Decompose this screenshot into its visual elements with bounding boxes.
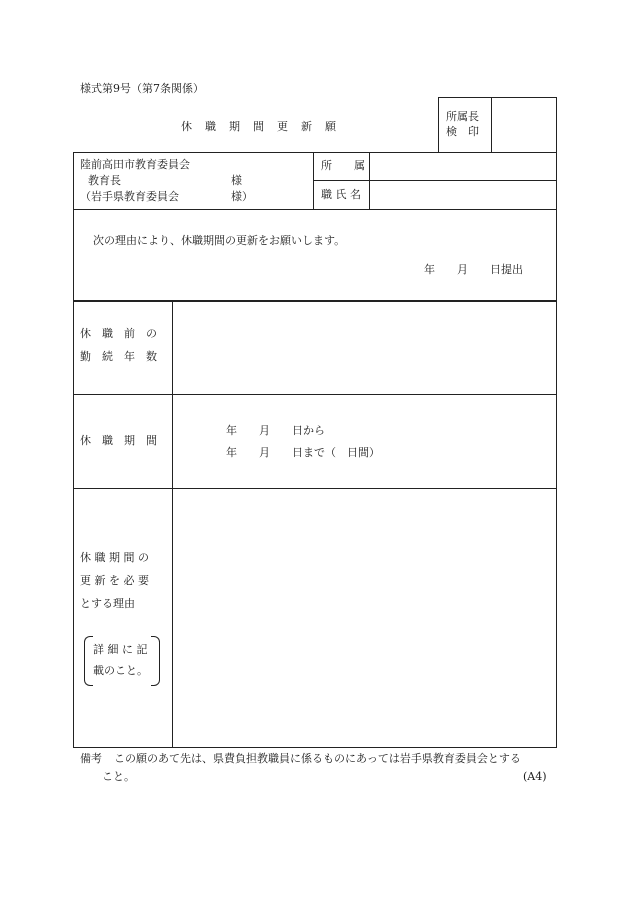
affiliation-label: 所 属 bbox=[321, 159, 365, 172]
years-label-line1: 休 職 前 の bbox=[80, 327, 157, 340]
addressee-prefecture-board: （岩手県教育委員会 bbox=[80, 190, 179, 203]
section-divider bbox=[73, 300, 557, 302]
name-label: 職 氏 名 bbox=[321, 188, 361, 201]
reason-label-line1: 休 職 期 間 の bbox=[80, 551, 149, 564]
reason-label-line3: とする理由 bbox=[80, 597, 135, 610]
reason-note-line1: 詳 細 に 記 bbox=[93, 643, 148, 656]
remarks-label: 備考 bbox=[80, 752, 102, 765]
addressee-honorific: 様 bbox=[231, 174, 242, 187]
form-number: 様式第9号（第7条関係） bbox=[80, 82, 204, 95]
addressee-superintendent: 教育長 bbox=[88, 174, 121, 187]
remarks-text-line1: この願のあて先は、県費負担教職員に係るものにあっては岩手県教育委員会とする bbox=[114, 752, 521, 765]
years-field[interactable] bbox=[178, 306, 550, 388]
paper-size: (A4) bbox=[523, 770, 547, 783]
form-title: 休 職 期 間 更 新 願 bbox=[181, 120, 337, 133]
addressee-board: 陸前高田市教育委員会 bbox=[80, 158, 190, 171]
years-label-line2: 勤 続 年 数 bbox=[80, 350, 157, 363]
period-from[interactable]: 年 月 日から bbox=[226, 424, 325, 437]
submission-date[interactable]: 年 月 日提出 bbox=[424, 263, 523, 276]
note-bracket-right bbox=[151, 636, 160, 686]
reason-note-line2: 載のこと。 bbox=[93, 664, 148, 677]
stamp-label-line2: 検 印 bbox=[446, 125, 479, 138]
affiliation-field[interactable] bbox=[374, 156, 552, 176]
period-label: 休 職 期 間 bbox=[80, 434, 157, 447]
remarks-text-line2: こと。 bbox=[102, 770, 135, 783]
request-text: 次の理由により、休職期間の更新をお願いします。 bbox=[93, 234, 346, 247]
reason-label-line2: 更 新 を 必 要 bbox=[80, 574, 149, 587]
note-bracket-left bbox=[84, 636, 93, 686]
addressee-prefecture-honorific: 様） bbox=[231, 190, 253, 203]
stamp-label-line1: 所属長 bbox=[446, 110, 479, 123]
period-to[interactable]: 年 月 日まで（ 日間） bbox=[226, 446, 380, 459]
name-field[interactable] bbox=[374, 184, 552, 204]
reason-field[interactable] bbox=[178, 494, 550, 742]
